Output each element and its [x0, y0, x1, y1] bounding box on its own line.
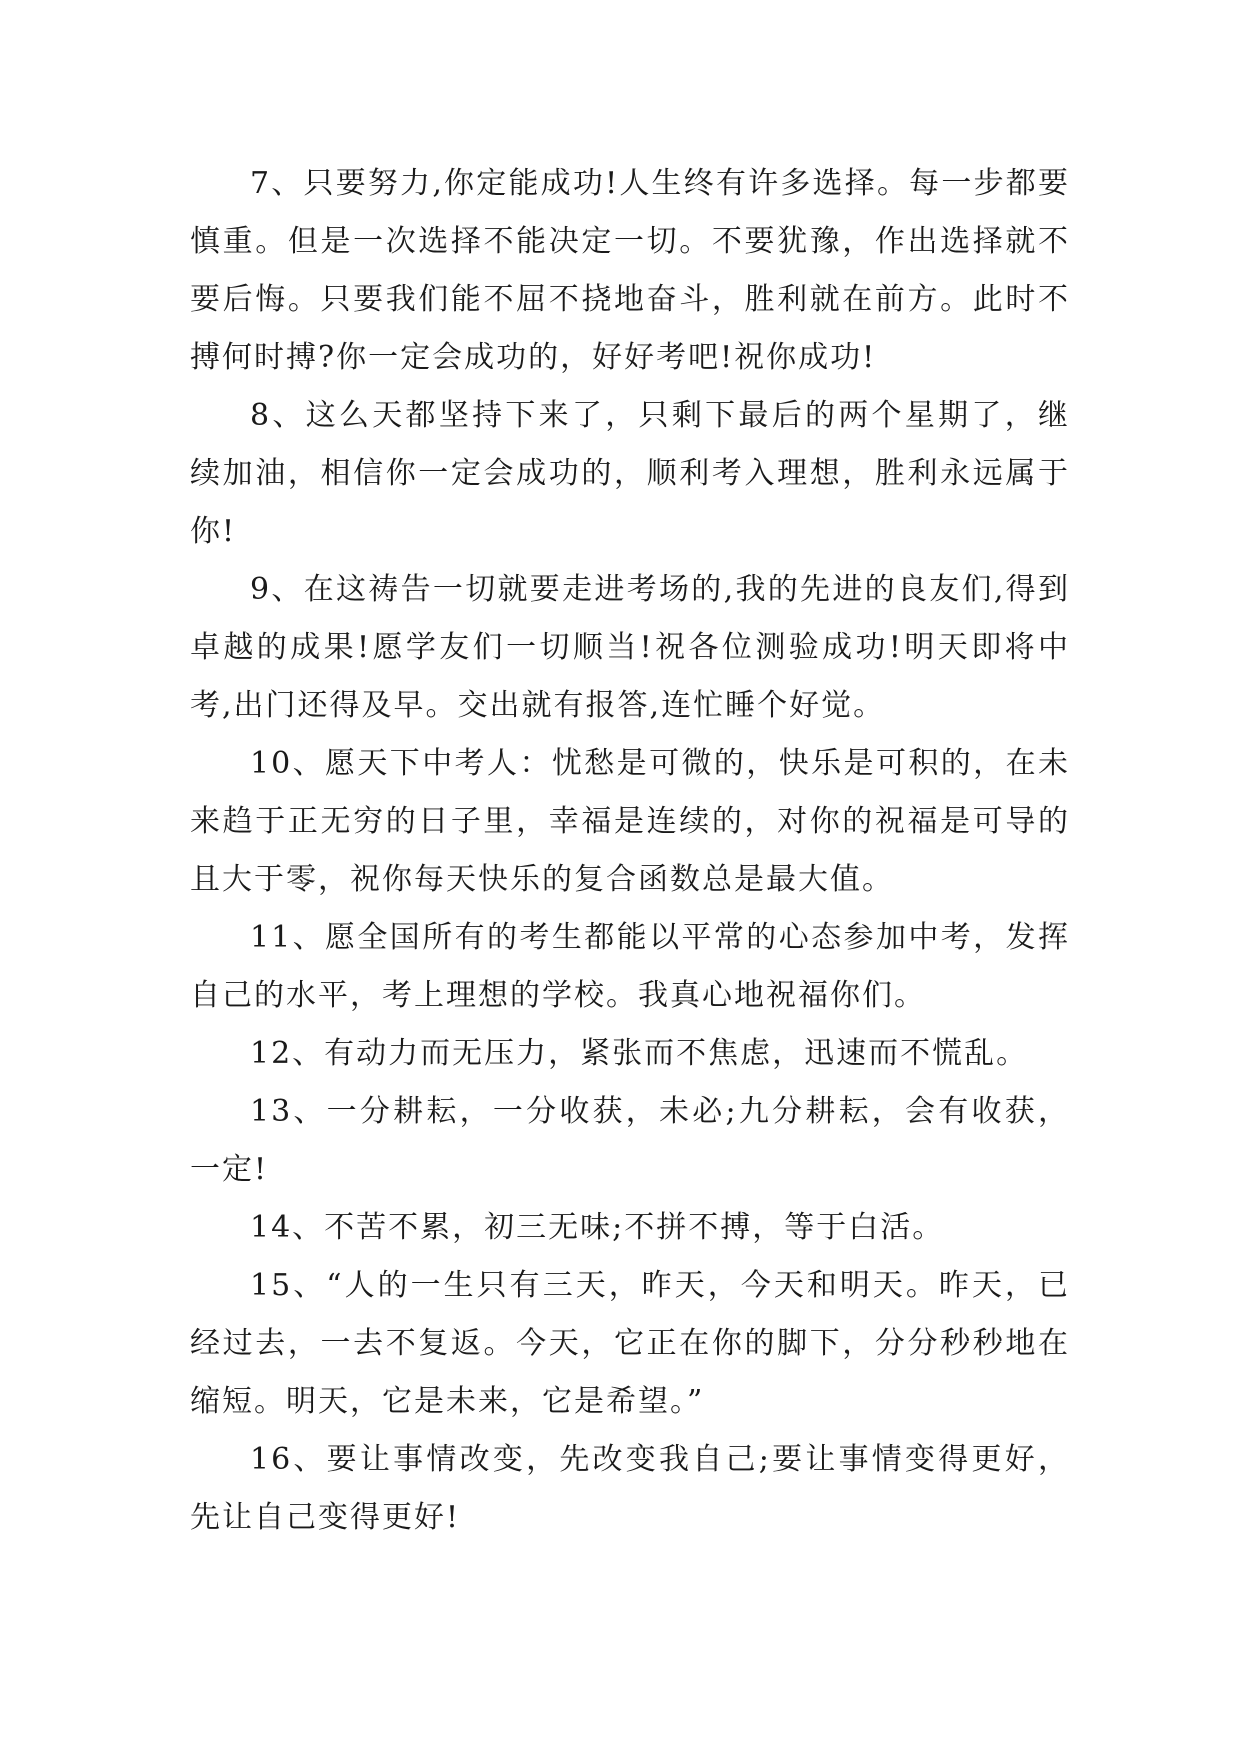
paragraph-15: 15、“人的一生只有三天，昨天，今天和明天。昨天，已经过去，一去不复返。今天，它正在你的脚下，分分秒秒地在缩短。明天，它是未来，它是希望。” — [190, 1268, 1070, 1419]
paragraph-9: 9、在这祷告一切就要走进考场的,我的先进的良友们,得到卓越的成果!愿学友们一切顺当!祝各位测验成功!明天即将中考,出门还得及早。交出就有报答,连忙睡个好觉。 — [190, 572, 1070, 723]
document-body — [190, 155, 1070, 1547]
paragraph-14: 14、不苦不累，初三无味;不拼不搏，等于白活。 — [250, 1210, 945, 1245]
paragraph-7: 7、只要努力,你定能成功!人生终有许多选择。每一步都要慎重。但是一次选择不能决定一切。不要犹豫，作出选择就不要后悔。只要我们能不屈不挠地奋斗，胜利就在前方。此时不搏何时搏?你一定会成功的，好好考吧!祝你成功! — [190, 166, 1070, 375]
paragraph-11: 11、愿全国所有的考生都能以平常的心态参加中考，发挥自己的水平，考上理想的学校。我真心地祝福你们。 — [190, 920, 1070, 1013]
paragraph-12: 12、有动力而无压力，紧张而不焦虑，迅速而不慌乱。 — [250, 1036, 1029, 1071]
paragraph-10: 10、愿天下中考人：忧愁是可微的，快乐是可积的，在未来趋于正无穷的日子里，幸福是连续的，对你的祝福是可导的且大于零，祝你每天快乐的复合函数总是最大值。 — [190, 746, 1070, 897]
paragraph-13: 13、一分耕耘，一分收获，未必;九分耕耘，会有收获，一定! — [190, 1094, 1070, 1187]
paragraph-16: 16、要让事情改变，先改变我自己;要让事情变得更好，先让自己变得更好! — [190, 1442, 1070, 1535]
paragraph-8: 8、这么天都坚持下来了，只剩下最后的两个星期了，继续加油，相信你一定会成功的，顺利考入理想，胜利永远属于你! — [190, 398, 1070, 549]
